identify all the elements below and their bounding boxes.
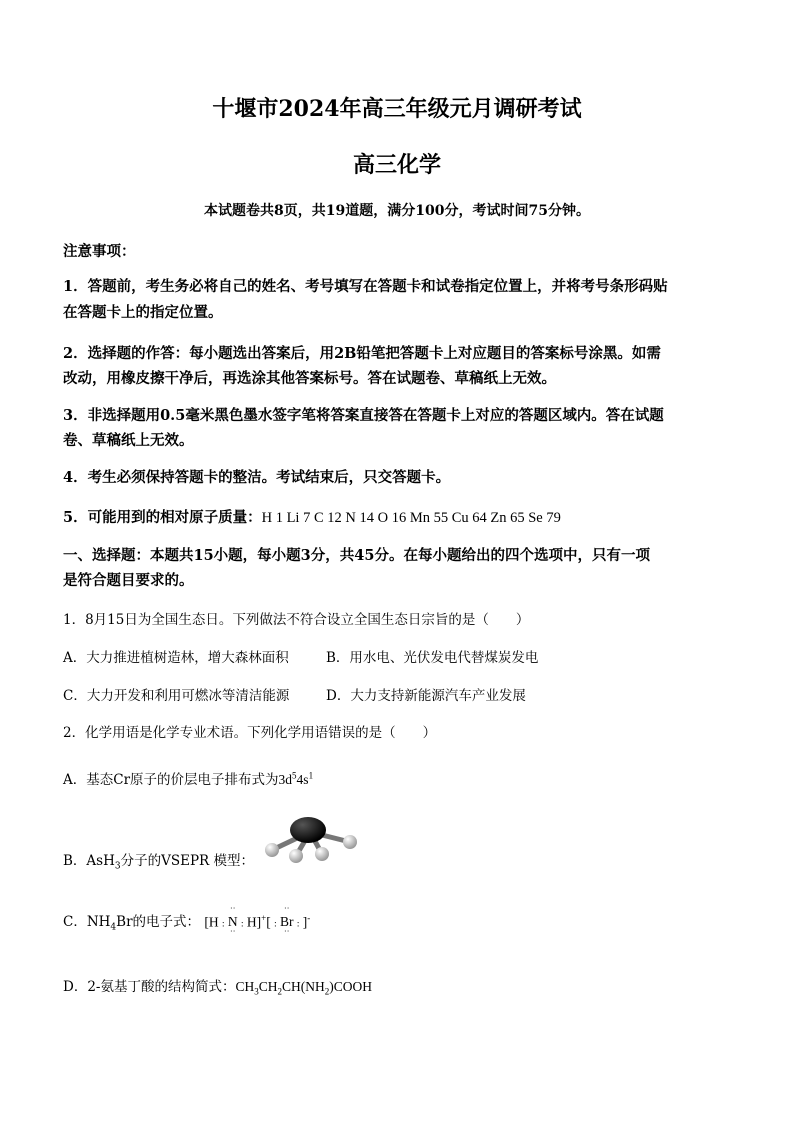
q2-option-d [63, 975, 372, 997]
q2-c-prefix: C．NH [63, 914, 111, 930]
q2-stem: 2．化学用语是化学专业术语。下列化学用语错误的是（ ） [63, 725, 437, 741]
lewis-n-wrap [227, 904, 238, 936]
q2-c-sub: 4 [110, 922, 117, 933]
q2-option-c [63, 904, 311, 936]
q2-d-formula [235, 979, 373, 997]
q1-option-a: A．大力推进植树造林，增大森林面积 [63, 650, 289, 666]
lewis-minus: - [307, 912, 311, 923]
lewis-h-left: [H [204, 914, 219, 929]
d-s2: 2 [277, 986, 283, 997]
q1-option-b: B．用水电、光伏发电代替煤炭发电 [326, 650, 539, 666]
electron-pair-dots: : [296, 918, 300, 928]
electron-pair-dots: ·· [284, 927, 290, 936]
lewis-h-right: H] [246, 914, 262, 929]
h-atom [343, 835, 357, 849]
q2-option-a [63, 768, 313, 788]
q2-c-suffix: Br的电子式： [116, 914, 201, 930]
d-f4: )COOH [329, 979, 373, 994]
q1-stem: 1．8月15日为全国生态日。下列做法不符合设立全国生态日宗旨的是（ ） [63, 612, 530, 628]
section1-line2: 是符合题目要求的。 [63, 572, 194, 589]
notice-item-5 [63, 506, 561, 527]
electron-pair-dots: : [221, 918, 225, 928]
notice-item-2-line1: 2．选择题的作答：每小题选出答案后，用2B铅笔把答题卡上对应题目的答案标号涂黑。如需 [63, 345, 661, 362]
lewis-br-open: [ [266, 914, 271, 929]
h-atom [265, 843, 279, 857]
electron-pair-dots: ·· [230, 927, 236, 936]
electron-pair-dots: ·· [230, 904, 236, 913]
exam-meta: 本试题卷共8页，共19道题，满分100分，考试时间75分钟。 [204, 203, 590, 219]
q2-a-sup2: 1 [308, 770, 314, 781]
subject-title: 高三化学 [352, 152, 441, 178]
q2-a-4s: 4s [296, 772, 309, 787]
q2-a-text: A．基态Cr原子的价层电子排布式为 [63, 772, 279, 788]
exam-title: 十堰市2024年高三年级元月调研考试 [212, 96, 582, 122]
q2-b-prefix: B．AsH [63, 853, 115, 869]
vsepr-model-image [258, 812, 362, 864]
lewis-br: Br [279, 914, 294, 929]
notice-item-1-line2: 在答题卡上的指定位置。 [63, 304, 223, 321]
section1-line1: 一、选择题：本题共15小题，每小题3分，共45分。在每小题给出的四个选项中，只有一项 [63, 547, 650, 564]
notice-item-1-line1: 1．答题前，考生务必将自己的姓名、考号填写在答题卡和试卷指定位置上，并将考号条形码贴 [63, 278, 668, 295]
electron-formula [204, 904, 311, 936]
d-s3: 2 [324, 986, 330, 997]
q2-option-b [63, 849, 254, 872]
notice-item-2-line2: 改动，用橡皮擦干净后，再选涂其他答案标号。答在试题卷、草稿纸上无效。 [63, 370, 556, 387]
q2-a-formula [279, 772, 314, 787]
q2-d-prefix: D．2-氨基丁酸的结构简式： [63, 979, 236, 995]
d-f2: CH [258, 979, 278, 994]
lewis-plus: + [261, 912, 267, 923]
electron-pair-dots: ·· [284, 904, 290, 913]
electron-pair-dots: : [240, 918, 244, 928]
lewis-n: N [227, 914, 238, 929]
lewis-br-close: ] [302, 914, 308, 929]
atomic-masses: H 1 Li 7 C 12 N 14 O 16 Mn 55 Cu 64 Zn 65 Se 79 [261, 510, 561, 526]
central-atom [290, 817, 326, 843]
lewis-br-wrap [279, 904, 294, 936]
q1-option-c: C．大力开发和利用可燃冰等清洁能源 [63, 688, 290, 704]
notice-item-5-prefix: 5．可能用到的相对原子质量： [63, 509, 262, 526]
d-f1: CH [235, 979, 255, 994]
notice-item-3-line2: 卷、草稿纸上无效。 [63, 432, 194, 449]
notice-item-3-line1: 3．非选择题用0.5毫米黑色墨水签字笔将答案直接答在答题卡上对应的答题区域内。答在试题 [63, 407, 664, 424]
d-s1: 3 [254, 986, 259, 997]
notice-heading: 注意事项： [63, 243, 136, 260]
h-atom [315, 847, 329, 861]
q2-b-sub: 3 [114, 861, 121, 872]
q2-a-3d: 3d [278, 772, 293, 787]
q2-b-suffix: 分子的VSEPR 模型： [120, 853, 255, 869]
h-atom [289, 849, 303, 863]
d-f3: CH(NH [282, 979, 325, 994]
q2-a-sup1: 5 [292, 770, 297, 781]
q1-option-d: D．大力支持新能源汽车产业发展 [326, 688, 526, 704]
electron-pair-dots: : [274, 918, 277, 928]
notice-item-4: 4．考生必须保持答题卡的整洁。考试结束后，只交答题卡。 [63, 469, 451, 486]
